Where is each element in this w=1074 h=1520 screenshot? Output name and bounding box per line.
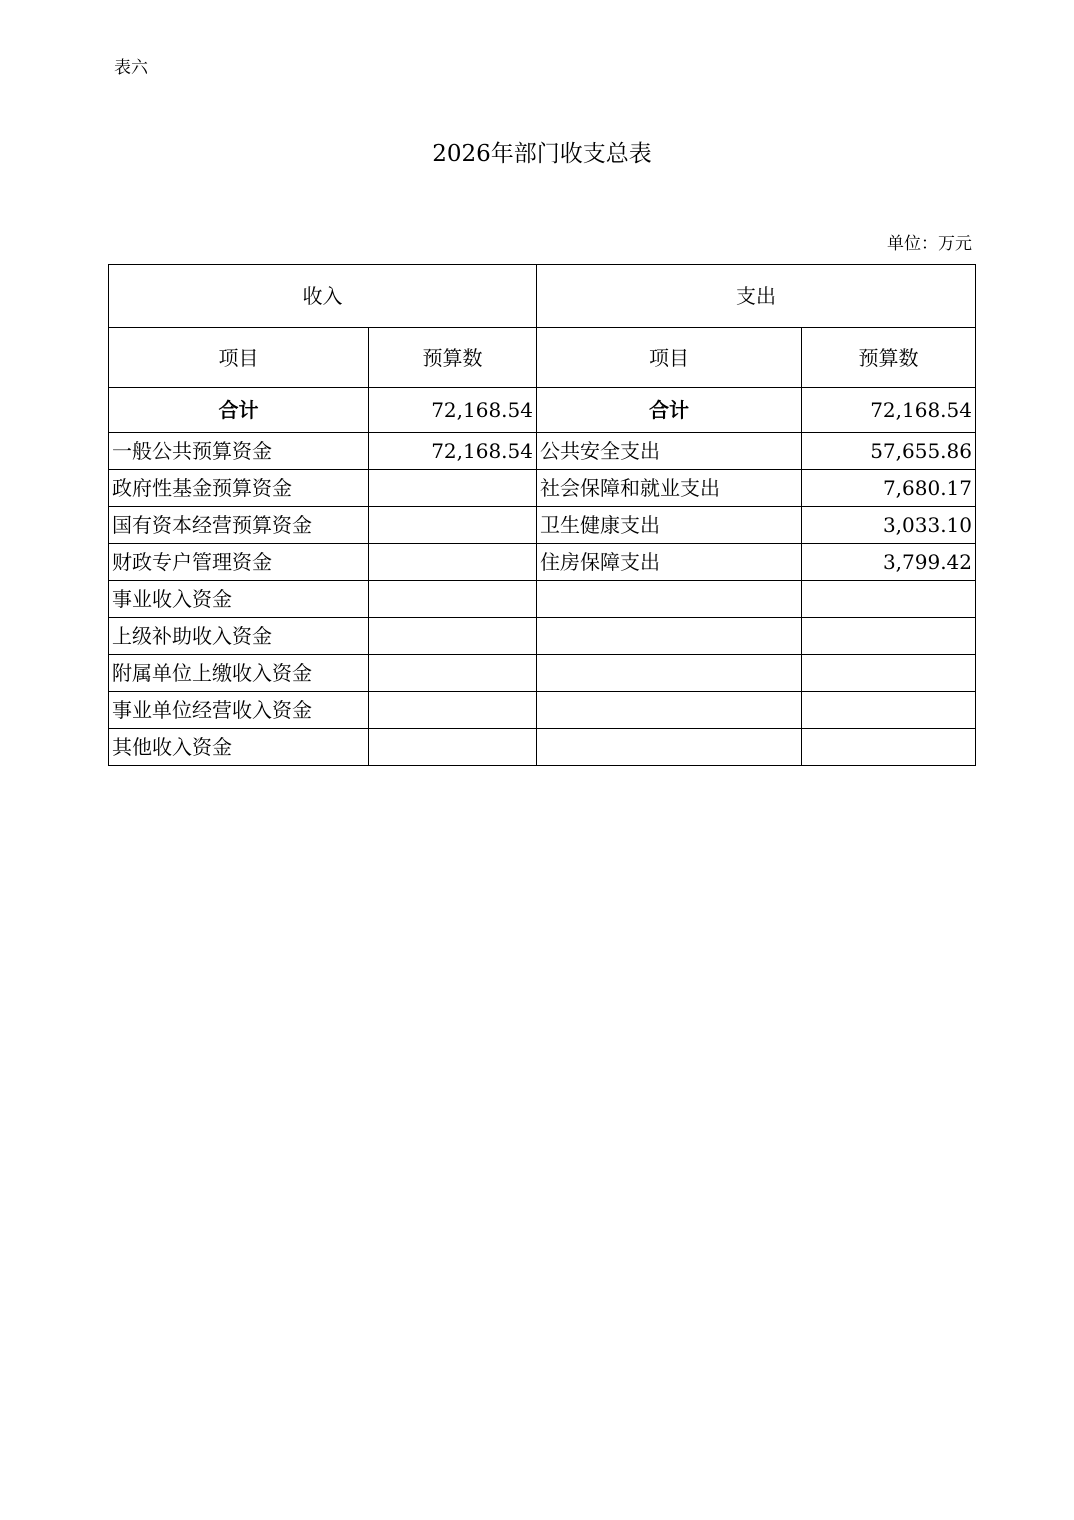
expense-value: 3,033.10 [802, 507, 976, 544]
expense-value [802, 729, 976, 766]
unit-note: 单位：万元 [887, 234, 972, 254]
income-value [369, 692, 537, 729]
table-row [109, 618, 976, 655]
table-row [109, 433, 976, 470]
income-value [369, 618, 537, 655]
income-value [369, 544, 537, 581]
expense-value: 3,799.42 [802, 544, 976, 581]
table-row [109, 729, 976, 766]
expense-item [537, 655, 802, 692]
table-row [109, 581, 976, 618]
income-item: 国有资本经营预算资金 [109, 507, 369, 544]
table-number: 表六 [114, 58, 148, 78]
expense-value: 57,655.86 [802, 433, 976, 470]
income-item-header: 项目 [109, 328, 369, 388]
expense-budget-header: 预算数 [802, 328, 976, 388]
expense-item-header: 项目 [537, 328, 802, 388]
expense-item [537, 692, 802, 729]
expense-item: 卫生健康支出 [537, 507, 802, 544]
page-title: 2026年部门收支总表 [432, 141, 652, 167]
expense-value [802, 655, 976, 692]
budget-summary-table [108, 264, 976, 766]
expense-total-label: 合计 [537, 388, 802, 433]
expense-item [537, 618, 802, 655]
group-header-row [109, 265, 976, 328]
income-total-label: 合计 [109, 388, 369, 433]
expense-value [802, 692, 976, 729]
income-group-header: 收入 [109, 265, 537, 328]
income-item: 事业单位经营收入资金 [109, 692, 369, 729]
income-budget-header: 预算数 [369, 328, 537, 388]
income-item: 附属单位上缴收入资金 [109, 655, 369, 692]
income-value [369, 470, 537, 507]
table-row [109, 692, 976, 729]
income-value: 72,168.54 [369, 433, 537, 470]
expense-value [802, 581, 976, 618]
total-row [109, 388, 976, 433]
income-item: 上级补助收入资金 [109, 618, 369, 655]
column-header-row [109, 328, 976, 388]
income-item: 事业收入资金 [109, 581, 369, 618]
income-item: 财政专户管理资金 [109, 544, 369, 581]
income-value [369, 507, 537, 544]
income-value [369, 729, 537, 766]
expense-value: 7,680.17 [802, 470, 976, 507]
income-value [369, 655, 537, 692]
table-row [109, 470, 976, 507]
income-item: 其他收入资金 [109, 729, 369, 766]
income-total-value: 72,168.54 [369, 388, 537, 433]
table-row [109, 544, 976, 581]
expense-item: 社会保障和就业支出 [537, 470, 802, 507]
expense-value [802, 618, 976, 655]
expense-item [537, 581, 802, 618]
expense-group-header: 支出 [537, 265, 976, 328]
expense-item [537, 729, 802, 766]
income-item: 一般公共预算资金 [109, 433, 369, 470]
expense-item: 住房保障支出 [537, 544, 802, 581]
table-row [109, 655, 976, 692]
table-row [109, 507, 976, 544]
income-item: 政府性基金预算资金 [109, 470, 369, 507]
expense-item: 公共安全支出 [537, 433, 802, 470]
income-value [369, 581, 537, 618]
expense-total-value: 72,168.54 [802, 388, 976, 433]
